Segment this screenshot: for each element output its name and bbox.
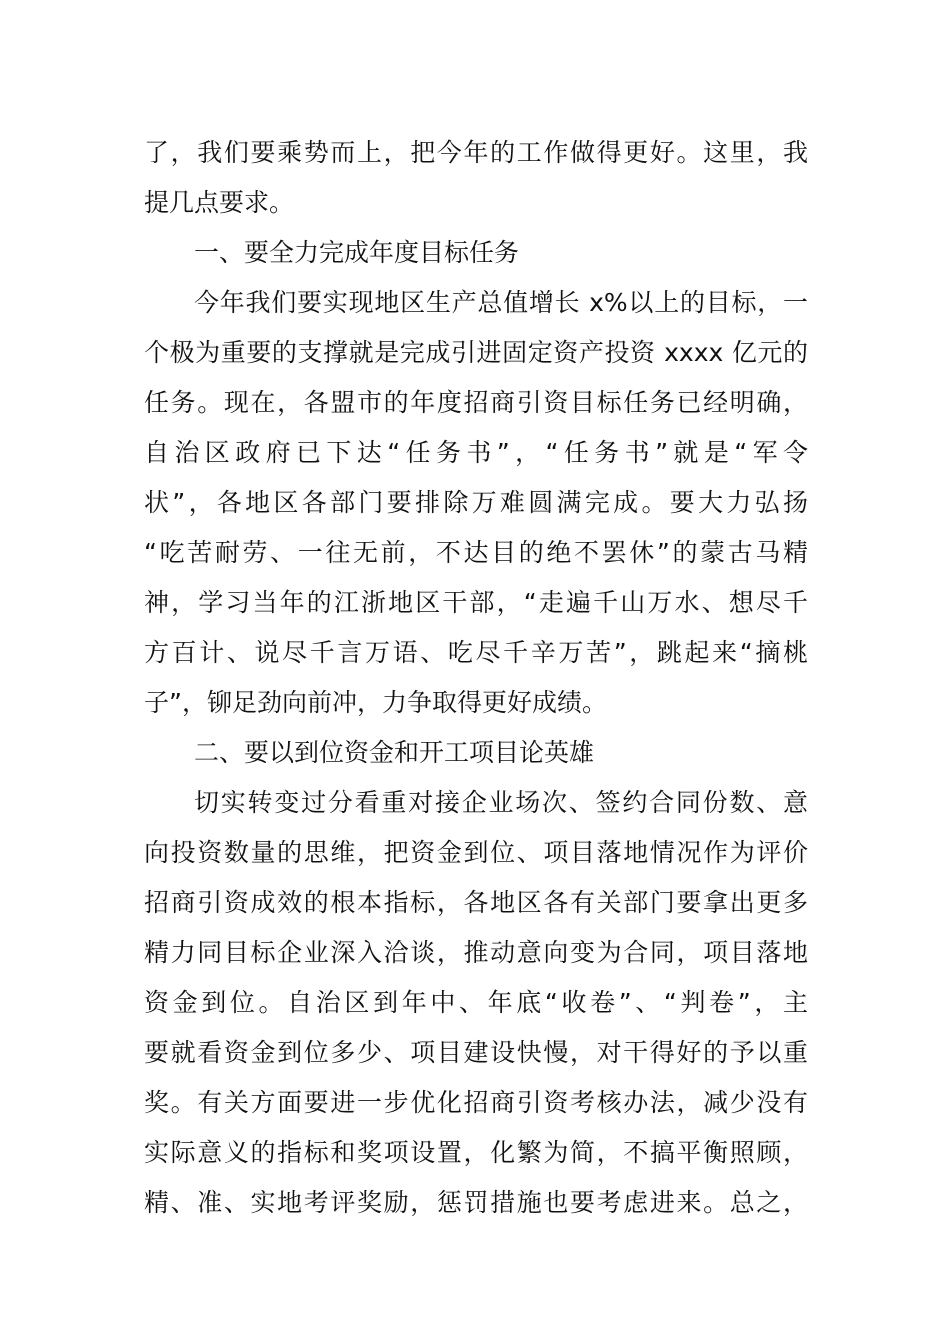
text-line: 精力同目标企业深入洽谈，推动意向变为合同，项目落地 [144,938,808,967]
text-line: 提几点要求。 [144,188,295,217]
text-line: 今年我们要实现地区生产总值增长 x%以上的目标，一 [194,288,808,317]
text-line: 了，我们要乘势而上，把今年的工作做得更好。这里，我 [144,138,808,167]
text-line: “吃苦耐劳、一往无前，不达目的绝不罢休”的蒙古马精 [144,538,808,567]
text-line: 方百计、说尽千言万语、吃尽千辛万苦”，跳起来“摘桃 [144,638,808,667]
section-heading: 一、要全力完成年度目标任务 [194,238,520,267]
text-line: 状”，各地区各部门要排除万难圆满完成。要大力弘扬 [144,488,808,517]
text-line: 奖。有关方面要进一步优化招商引资考核办法，减少没有 [144,1088,808,1117]
body-text [144,128,808,1228]
section-heading: 二、要以到位资金和开工项目论英雄 [194,738,595,767]
text-line: 要就看资金到位多少、项目建设快慢，对干得好的予以重 [144,1038,808,1067]
text-line: 实际意义的指标和奖项设置，化繁为简，不搞平衡照顾， [144,1138,808,1167]
text-line: 精、准、实地考评奖励，惩罚措施也要考虑进来。总之， [144,1188,808,1217]
text-line: 子”，铆足劲向前冲，力争取得更好成绩。 [144,688,607,717]
text-line: 切实转变过分看重对接企业场次、签约合同份数、意 [194,788,808,817]
text-line: 神，学习当年的江浙地区干部，“走遍千山万水、想尽千 [144,588,808,617]
text-line: 任务。现在，各盟市的年度招商引资目标任务已经明确， [144,388,808,417]
text-line: 自治区政府已下达“任务书”，“任务书”就是“军令 [144,438,808,467]
text-line: 资金到位。自治区到年中、年底“收卷”、“判卷”，主 [144,988,808,1017]
text-line: 个极为重要的支撑就是完成引进固定资产投资 xxxx 亿元的 [144,338,808,367]
text-line: 招商引资成效的根本指标，各地区各有关部门要拿出更多 [144,888,808,917]
text-line: 向投资数量的思维，把资金到位、项目落地情况作为评价 [144,838,808,867]
